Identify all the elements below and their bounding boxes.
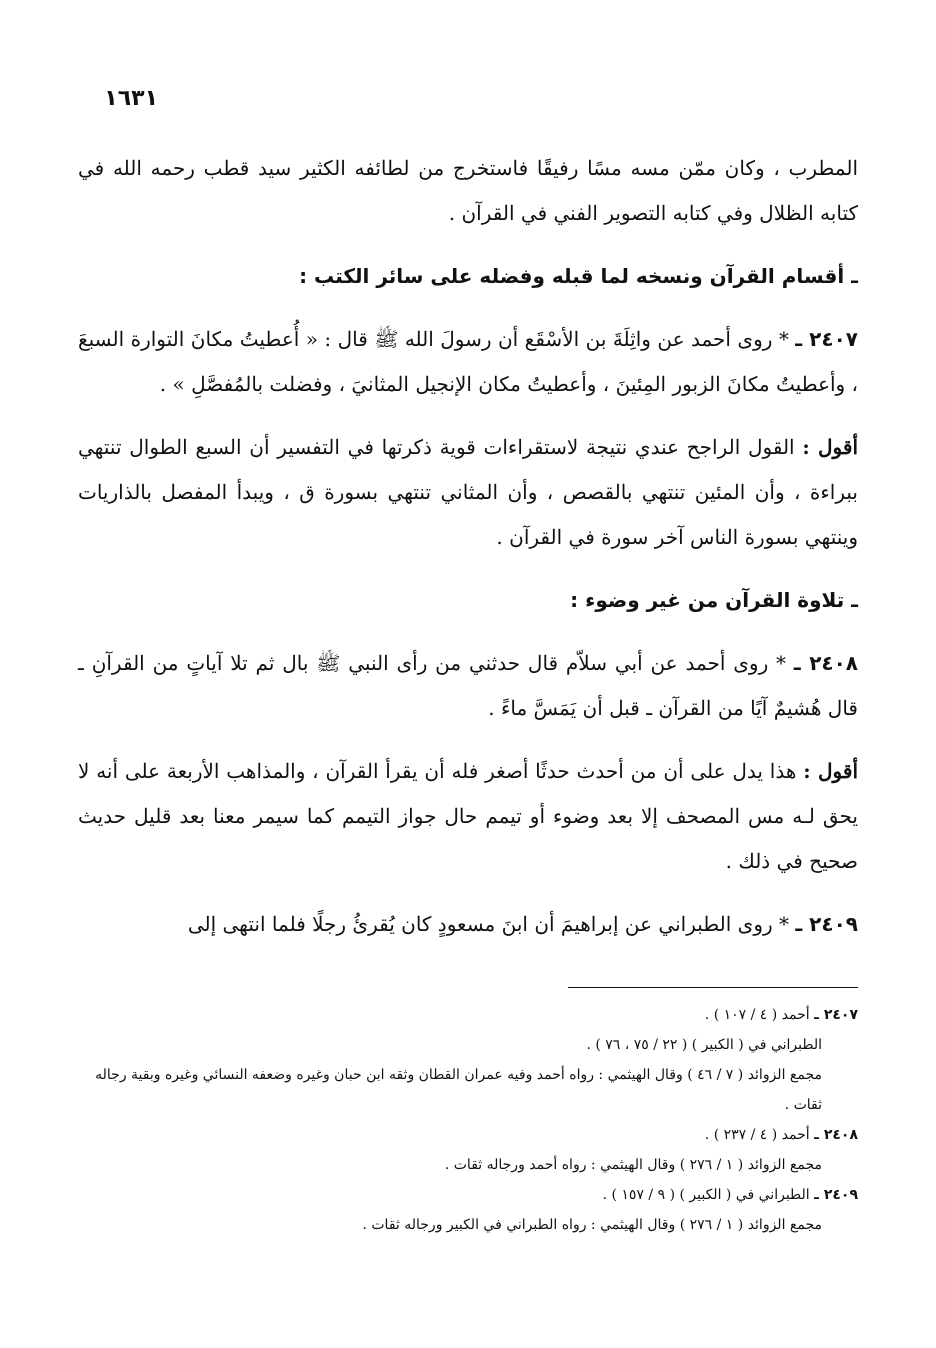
page-number: ١٦٣١ [104,86,158,111]
footnote-text: أحمد ( ٤ / ١٠٧ ) . [704,1007,810,1023]
footnote-2407 [78,1000,858,1030]
section-heading-recitation: ـ تلاوة القرآن من غير وضوء : [570,588,858,612]
footnote-line: الطبراني في ( الكبير ) ( ٢٢ / ٧٥ ، ٧٦ ) . [586,1037,822,1053]
hadith-text: * روى الطبراني عن إبراهيمَ أن ابنَ مسعودٍ كان يُقرئُ رجلًا فلما انتهى إلى [187,912,789,936]
footnote-line: مجمع الزوائد ( ٧ / ٤٦ ) وقال الهيثمي : رواه أحمد وفيه عمران القطان وثقه ابن حبان وغيره وضعفه النسائي وغيره وبقية رجاله ثقات . [95,1067,822,1113]
hadith-number: ٢٤٠٧ ـ [795,327,858,351]
footnotes [78,1000,858,1240]
footnote-number: ٢٤٠٧ ـ [814,1007,858,1023]
hadith-text: * روى أحمد عن واثِلَةَ بن الأسْقَع أن رسولَ الله ﷺ قال : « أُعطيتُ مكانَ التوارة السبعَ ، وأعطيتُ مكانَ الزبور المِئينَ ، وأعطيتُ مكان الإنجيل المثانيَ ، وفضلت بالمُفصَّلِ » . [78,327,858,396]
footnote-number: ٢٤٠٨ ـ [814,1127,858,1143]
footnote-divider [568,987,858,988]
section-heading-quran-divisions: ـ أقسام القرآن ونسخه لما قبله وفضله على سائر الكتب : [299,264,858,288]
footnote-2408 [78,1120,858,1150]
commentary-lead: أقول : [802,435,859,459]
footnote-line: مجمع الزوائد ( ١ / ٢٧٦ ) وقال الهيثمي : رواه الطبراني في الكبير ورجاله ثقات . [362,1217,822,1233]
commentary-lead: أقول : [803,759,858,783]
commentary-text: القول الراجح عندي نتيجة لاستقراءات قوية ذكرتها في التفسير أن السبع الطوال تنتهي ببراءة ، وأن المئين تنتهي بالقصص ، وأن المثاني تنتهي بسورة ق ، ويبدأ المفصل بالذاريات وينتهي بسورة الناس آخر سورة في القرآن . [78,435,858,549]
main-text [78,146,858,965]
hadith-2409 [78,902,858,947]
hadith-2407 [78,317,858,407]
commentary-1 [78,425,858,560]
paragraph-continuation: المطرب ، وكان ممّن مسه مسًا رفيقًا فاستخرج من لطائفه الكثير سيد قطب رحمه الله في كتابه الظلال وفي كتابه التصوير الفني في القرآن . [78,156,858,225]
commentary-2 [78,749,858,884]
hadith-number: ٢٤٠٩ ـ [795,912,858,936]
footnote-number: ٢٤٠٩ ـ [814,1187,858,1203]
hadith-2408 [78,641,858,731]
footnote-text: الطبراني في ( الكبير ) ( ٩ / ١٥٧ ) . [602,1187,810,1203]
footnote-line: مجمع الزوائد ( ١ / ٢٧٦ ) وقال الهيثمي : رواه أحمد ورجاله ثقات . [444,1157,822,1173]
footnote-2409 [78,1180,858,1210]
hadith-text: * روى أحمد عن أبي سلاّم قال حدثني من رأى النبي ﷺ بال ثم تلا آياتٍ من القرآنِ ـ قال هُشيمٌ آيًا من القرآن ـ قبل أن يَمَسَّ ماءً . [78,651,858,720]
commentary-text: هذا يدل على أن من أحدث حدثًا أصغر فله أن يقرأ القرآن ، والمذاهب الأربعة على أنه لا يحق لـه مس المصحف إلا بعد وضوء أو تيمم حال جواز التيمم كما سيمر معنا بعد قليل حديث صحيح في ذلك . [78,759,858,873]
footnote-text: أحمد ( ٤ / ٢٣٧ ) . [704,1127,810,1143]
hadith-number: ٢٤٠٨ ـ [793,651,859,675]
